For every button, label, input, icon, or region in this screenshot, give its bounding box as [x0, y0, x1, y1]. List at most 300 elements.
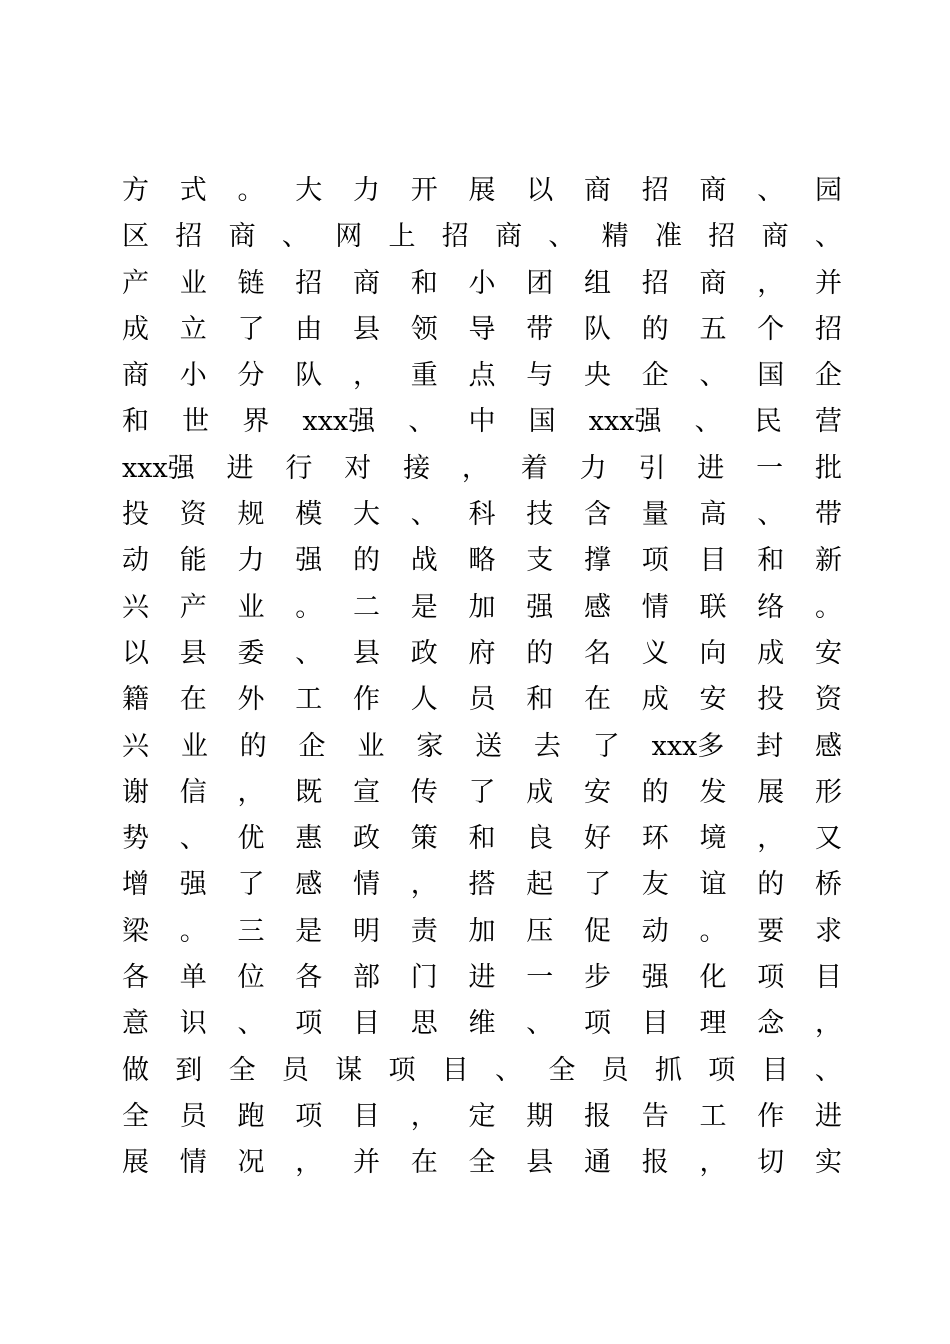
- text-glyph: 力: [237, 545, 265, 577]
- text-glyph: 、: [408, 406, 436, 438]
- text-line: [122, 492, 842, 538]
- text-line: [122, 214, 842, 260]
- text-glyph: 人: [410, 684, 438, 716]
- text-glyph: 量: [641, 499, 669, 531]
- text-glyph: 全: [468, 1147, 496, 1179]
- text-glyph: 国: [528, 406, 556, 438]
- text-glyph: 、: [694, 406, 722, 438]
- text-glyph: 去: [533, 730, 561, 762]
- text-glyph: 在: [179, 684, 207, 716]
- text-glyph: 强: [295, 545, 323, 577]
- text-glyph: 。: [815, 591, 842, 623]
- text-glyph: 各: [295, 962, 323, 994]
- text-glyph: 维: [468, 1008, 496, 1040]
- text-glyph: 项: [295, 1100, 323, 1132]
- text-glyph: 送: [475, 730, 503, 762]
- text-glyph: xxx强: [302, 406, 376, 438]
- text-glyph: 向: [699, 637, 727, 669]
- text-glyph: 进: [815, 1100, 842, 1132]
- text-glyph: 压: [526, 915, 554, 947]
- text-glyph: 感: [814, 730, 842, 762]
- text-glyph: 目: [353, 1100, 380, 1132]
- text-glyph: ，: [237, 776, 265, 808]
- text-glyph: 的: [239, 730, 267, 762]
- text-glyph: 况: [237, 1147, 265, 1179]
- text-glyph: 目: [761, 1054, 789, 1086]
- text-glyph: 科: [468, 499, 496, 531]
- text-glyph: 项: [757, 962, 785, 994]
- text-glyph: 支: [526, 545, 554, 577]
- text-glyph: 目: [815, 962, 842, 994]
- text-glyph: 重: [410, 360, 438, 392]
- text-glyph: 是: [295, 915, 323, 947]
- text-glyph: 了: [584, 869, 611, 901]
- text-glyph: 兴: [122, 730, 149, 762]
- text-line: [122, 677, 842, 723]
- text-glyph: 员: [601, 1054, 629, 1086]
- text-glyph: 员: [468, 684, 496, 716]
- text-glyph: 作: [353, 684, 380, 716]
- text-glyph: 了: [237, 869, 265, 901]
- text-line: [122, 307, 842, 353]
- text-glyph: 模: [295, 499, 323, 531]
- text-glyph: 世: [182, 406, 210, 438]
- text-glyph: 目: [441, 1054, 469, 1086]
- text-glyph: 县: [353, 637, 380, 669]
- text-glyph: 批: [814, 452, 842, 484]
- text-glyph: 、: [526, 1008, 554, 1040]
- text-glyph: 招: [708, 221, 736, 253]
- text-glyph: 桥: [815, 869, 842, 901]
- body-text: [122, 168, 842, 1187]
- text-glyph: 高: [699, 499, 727, 531]
- text-glyph: 要: [757, 915, 785, 947]
- text-glyph: 业: [179, 267, 207, 299]
- text-glyph: 封: [756, 730, 784, 762]
- text-glyph: 好: [584, 823, 611, 855]
- text-glyph: 上: [388, 221, 416, 253]
- text-glyph: 目: [641, 1008, 669, 1040]
- text-glyph: 识: [179, 1008, 207, 1040]
- text-glyph: 、: [495, 1054, 523, 1086]
- text-glyph: 全: [228, 1054, 256, 1086]
- text-glyph: 营: [814, 406, 842, 438]
- text-glyph: 明: [353, 915, 380, 947]
- text-glyph: 门: [410, 962, 438, 994]
- text-line: [122, 1094, 842, 1140]
- text-glyph: 员: [281, 1054, 309, 1086]
- text-glyph: 了: [237, 313, 265, 345]
- text-glyph: 名: [584, 637, 611, 669]
- text-glyph: 切: [757, 1147, 785, 1179]
- text-glyph: 加: [468, 915, 496, 947]
- text-glyph: 谊: [699, 869, 727, 901]
- text-line: [122, 1048, 842, 1094]
- text-glyph: 的: [641, 776, 669, 808]
- text-glyph: 招: [815, 313, 842, 345]
- text-glyph: 民: [754, 406, 782, 438]
- text-glyph: 二: [353, 591, 380, 623]
- text-glyph: 通: [584, 1147, 611, 1179]
- text-line: [122, 168, 842, 214]
- text-glyph: 情: [179, 1147, 207, 1179]
- text-glyph: ，: [410, 1100, 438, 1132]
- text-glyph: 传: [410, 776, 438, 808]
- text-glyph: 政: [410, 637, 438, 669]
- text-glyph: 抓: [654, 1054, 682, 1086]
- text-line: [122, 631, 842, 677]
- text-glyph: 求: [815, 915, 842, 947]
- text-glyph: 引: [638, 452, 666, 484]
- text-glyph: 步: [584, 962, 611, 994]
- text-glyph: 以: [122, 637, 149, 669]
- text-glyph: 进: [697, 452, 725, 484]
- text-glyph: 势: [122, 823, 149, 855]
- text-glyph: 感: [584, 591, 611, 623]
- text-glyph: 一: [526, 962, 554, 994]
- text-line: [122, 585, 842, 631]
- text-glyph: ，: [757, 267, 785, 299]
- text-glyph: 和: [122, 406, 149, 438]
- text-glyph: 到: [175, 1054, 203, 1086]
- text-glyph: 安: [584, 776, 611, 808]
- text-glyph: 部: [353, 962, 380, 994]
- text-glyph: 以: [526, 175, 554, 206]
- text-glyph: 招: [641, 175, 669, 206]
- text-glyph: 项: [295, 1008, 323, 1040]
- text-glyph: 、: [757, 175, 785, 206]
- text-glyph: 发: [699, 776, 727, 808]
- text-glyph: 成: [122, 313, 149, 345]
- text-glyph: 告: [641, 1100, 669, 1132]
- text-glyph: 谢: [122, 776, 149, 808]
- text-glyph: 。: [179, 915, 207, 947]
- text-glyph: 位: [237, 962, 265, 994]
- text-glyph: 良: [526, 823, 554, 855]
- text-glyph: 三: [237, 915, 265, 947]
- text-glyph: 资: [815, 684, 842, 716]
- text-glyph: 团: [526, 267, 554, 299]
- text-glyph: 强: [179, 869, 207, 901]
- text-glyph: 情: [353, 869, 380, 901]
- text-line: [122, 353, 842, 399]
- text-glyph: 项: [584, 1008, 611, 1040]
- text-glyph: 联: [699, 591, 727, 623]
- text-glyph: 念: [757, 1008, 785, 1040]
- text-line: [122, 770, 842, 816]
- text-glyph: 成: [526, 776, 554, 808]
- text-line: [122, 862, 842, 908]
- text-glyph: 化: [699, 962, 727, 994]
- text-glyph: 境: [699, 823, 727, 855]
- text-glyph: 意: [122, 1008, 149, 1040]
- text-glyph: 在: [584, 684, 611, 716]
- text-glyph: 与: [526, 360, 554, 392]
- text-glyph: 准: [654, 221, 682, 253]
- text-glyph: 项: [708, 1054, 736, 1086]
- text-glyph: 既: [295, 776, 323, 808]
- text-glyph: 定: [468, 1100, 496, 1132]
- text-glyph: 起: [526, 869, 554, 901]
- text-glyph: 业: [237, 591, 265, 623]
- text-glyph: 安: [815, 637, 842, 669]
- text-glyph: 点: [468, 360, 496, 392]
- text-line: [122, 724, 842, 770]
- text-glyph: 期: [526, 1100, 554, 1132]
- text-glyph: 员: [179, 1100, 207, 1132]
- text-glyph: 商: [353, 267, 380, 299]
- text-glyph: ，: [410, 869, 438, 901]
- text-glyph: 、: [237, 1008, 265, 1040]
- text-line: [122, 538, 842, 584]
- text-line: [122, 1001, 842, 1047]
- text-glyph: 新: [815, 545, 842, 577]
- text-glyph: 是: [410, 591, 438, 623]
- text-glyph: 增: [122, 869, 149, 901]
- text-glyph: 籍: [122, 684, 149, 716]
- text-glyph: 信: [179, 776, 207, 808]
- text-glyph: 招: [295, 267, 323, 299]
- text-glyph: 谋: [335, 1054, 363, 1086]
- text-glyph: 的: [757, 869, 785, 901]
- text-glyph: 对: [344, 452, 372, 484]
- text-glyph: 资: [179, 499, 207, 531]
- text-glyph: 方: [122, 175, 149, 206]
- text-glyph: 带: [526, 313, 554, 345]
- text-glyph: 进: [226, 452, 254, 484]
- text-glyph: 、: [814, 1054, 842, 1086]
- text-glyph: 理: [699, 1008, 727, 1040]
- text-glyph: ，: [815, 1008, 842, 1040]
- text-glyph: 了: [592, 730, 620, 762]
- text-glyph: 跑: [237, 1100, 265, 1132]
- text-glyph: 小: [468, 267, 496, 299]
- text-glyph: 商: [761, 221, 789, 253]
- text-line: [122, 1140, 842, 1186]
- text-glyph: ，: [353, 360, 380, 392]
- text-glyph: 动: [122, 545, 149, 577]
- text-glyph: 和: [757, 545, 785, 577]
- text-glyph: 目: [699, 545, 727, 577]
- text-glyph: ，: [295, 1147, 323, 1179]
- text-glyph: 加: [468, 591, 496, 623]
- text-line: [122, 399, 842, 445]
- text-glyph: 、: [295, 637, 323, 669]
- text-glyph: 搭: [468, 869, 496, 901]
- text-glyph: 成: [757, 637, 785, 669]
- text-glyph: 报: [641, 1147, 669, 1179]
- text-glyph: 商: [699, 175, 727, 206]
- text-glyph: 环: [641, 823, 669, 855]
- text-glyph: 各: [122, 962, 149, 994]
- text-glyph: 规: [237, 499, 265, 531]
- text-glyph: 促: [584, 915, 611, 947]
- text-line: [122, 909, 842, 955]
- text-glyph: 区: [122, 221, 149, 253]
- text-glyph: 项: [388, 1054, 416, 1086]
- text-glyph: 县: [353, 313, 380, 345]
- text-glyph: 了: [468, 776, 496, 808]
- text-glyph: 并: [815, 267, 842, 299]
- text-glyph: 的: [526, 637, 554, 669]
- text-glyph: 导: [468, 313, 496, 345]
- text-glyph: 精: [601, 221, 629, 253]
- text-glyph: 。: [699, 915, 727, 947]
- text-glyph: 并: [353, 1147, 380, 1179]
- text-glyph: 优: [237, 823, 265, 855]
- text-glyph: 工: [295, 684, 323, 716]
- text-glyph: 企: [815, 360, 842, 392]
- text-glyph: 。: [237, 175, 265, 206]
- text-glyph: 队: [584, 313, 611, 345]
- text-glyph: xxx多: [651, 730, 725, 762]
- text-glyph: 做: [122, 1054, 149, 1086]
- text-glyph: 惠: [295, 823, 323, 855]
- text-glyph: 产: [122, 267, 149, 299]
- text-glyph: 进: [468, 962, 496, 994]
- text-glyph: 、: [410, 499, 438, 531]
- text-glyph: 、: [757, 499, 785, 531]
- text-glyph: 的: [641, 313, 669, 345]
- text-glyph: 的: [353, 545, 380, 577]
- text-glyph: 展: [468, 175, 496, 206]
- text-glyph: 商: [584, 175, 611, 206]
- text-glyph: 展: [757, 776, 785, 808]
- text-glyph: 、: [548, 221, 576, 253]
- text-glyph: 着: [520, 452, 548, 484]
- text-glyph: 企: [298, 730, 326, 762]
- text-glyph: 家: [416, 730, 444, 762]
- text-glyph: 大: [353, 499, 380, 531]
- text-glyph: 在: [410, 1147, 438, 1179]
- text-glyph: xxx强: [122, 452, 195, 484]
- text-glyph: 全: [122, 1100, 149, 1132]
- text-glyph: 商: [495, 221, 523, 253]
- text-glyph: 全: [548, 1054, 576, 1086]
- text-glyph: 思: [410, 1008, 438, 1040]
- text-glyph: 强: [641, 962, 669, 994]
- text-glyph: 大: [295, 175, 323, 206]
- text-glyph: 含: [584, 499, 611, 531]
- text-glyph: 组: [584, 267, 611, 299]
- text-glyph: 工: [699, 1100, 727, 1132]
- text-glyph: 行: [285, 452, 313, 484]
- text-glyph: 网: [335, 221, 363, 253]
- text-glyph: 接: [403, 452, 431, 484]
- text-glyph: 府: [468, 637, 496, 669]
- text-glyph: 技: [526, 499, 554, 531]
- text-glyph: 链: [237, 267, 265, 299]
- text-glyph: 企: [641, 360, 669, 392]
- text-glyph: 又: [815, 823, 842, 855]
- text-glyph: 络: [757, 591, 785, 623]
- text-glyph: 战: [410, 545, 438, 577]
- text-glyph: 园: [815, 175, 842, 206]
- text-glyph: 策: [410, 823, 438, 855]
- text-glyph: 委: [237, 637, 265, 669]
- text-glyph: 商: [122, 360, 149, 392]
- text-glyph: 界: [242, 406, 270, 438]
- text-glyph: 队: [295, 360, 323, 392]
- text-glyph: 开: [410, 175, 438, 206]
- text-glyph: 产: [179, 591, 207, 623]
- text-glyph: 宣: [353, 776, 380, 808]
- text-glyph: 展: [122, 1147, 149, 1179]
- text-glyph: 和: [410, 267, 438, 299]
- text-glyph: 招: [641, 267, 669, 299]
- text-glyph: 、: [699, 360, 727, 392]
- text-glyph: 业: [357, 730, 385, 762]
- text-glyph: 友: [641, 869, 669, 901]
- text-glyph: 报: [584, 1100, 611, 1132]
- text-glyph: 央: [584, 360, 611, 392]
- text-glyph: 强: [526, 591, 554, 623]
- text-glyph: 立: [179, 313, 207, 345]
- text-glyph: 分: [237, 360, 265, 392]
- text-glyph: 个: [757, 313, 785, 345]
- text-glyph: 感: [295, 869, 323, 901]
- text-glyph: 招: [441, 221, 469, 253]
- text-glyph: 式: [179, 175, 207, 206]
- text-glyph: 由: [295, 313, 323, 345]
- text-line: [122, 446, 842, 492]
- text-glyph: xxx强: [588, 406, 662, 438]
- text-glyph: 单: [179, 962, 207, 994]
- text-glyph: 国: [757, 360, 785, 392]
- text-glyph: ，: [757, 823, 785, 855]
- text-glyph: 义: [641, 637, 669, 669]
- text-glyph: 项: [641, 545, 669, 577]
- text-glyph: 投: [757, 684, 785, 716]
- text-glyph: 责: [410, 915, 438, 947]
- text-glyph: 、: [179, 823, 207, 855]
- text-glyph: 。: [295, 591, 323, 623]
- text-glyph: 略: [468, 545, 496, 577]
- text-glyph: 力: [579, 452, 607, 484]
- text-glyph: 县: [179, 637, 207, 669]
- text-glyph: 业: [180, 730, 208, 762]
- text-glyph: 情: [641, 591, 669, 623]
- text-glyph: 实: [815, 1147, 842, 1179]
- text-glyph: 县: [526, 1147, 554, 1179]
- text-glyph: 动: [641, 915, 669, 947]
- text-glyph: 一: [756, 452, 784, 484]
- text-glyph: 商: [228, 221, 256, 253]
- text-glyph: 小: [179, 360, 207, 392]
- text-glyph: 、: [281, 221, 309, 253]
- text-glyph: 五: [699, 313, 727, 345]
- text-glyph: 目: [353, 1008, 380, 1040]
- text-glyph: 、: [814, 221, 842, 253]
- text-glyph: 中: [468, 406, 496, 438]
- text-glyph: 能: [179, 545, 207, 577]
- text-glyph: 和: [468, 823, 496, 855]
- text-glyph: 招: [175, 221, 203, 253]
- text-glyph: 外: [237, 684, 265, 716]
- text-glyph: 带: [815, 499, 842, 531]
- text-glyph: 梁: [122, 915, 149, 947]
- text-glyph: 力: [353, 175, 380, 206]
- text-glyph: 形: [815, 776, 842, 808]
- text-line: [122, 261, 842, 307]
- text-glyph: 和: [526, 684, 554, 716]
- text-glyph: 安: [699, 684, 727, 716]
- text-glyph: 投: [122, 499, 149, 531]
- text-line: [122, 816, 842, 862]
- text-line: [122, 955, 842, 1001]
- text-glyph: 作: [757, 1100, 785, 1132]
- text-glyph: ，: [699, 1147, 727, 1179]
